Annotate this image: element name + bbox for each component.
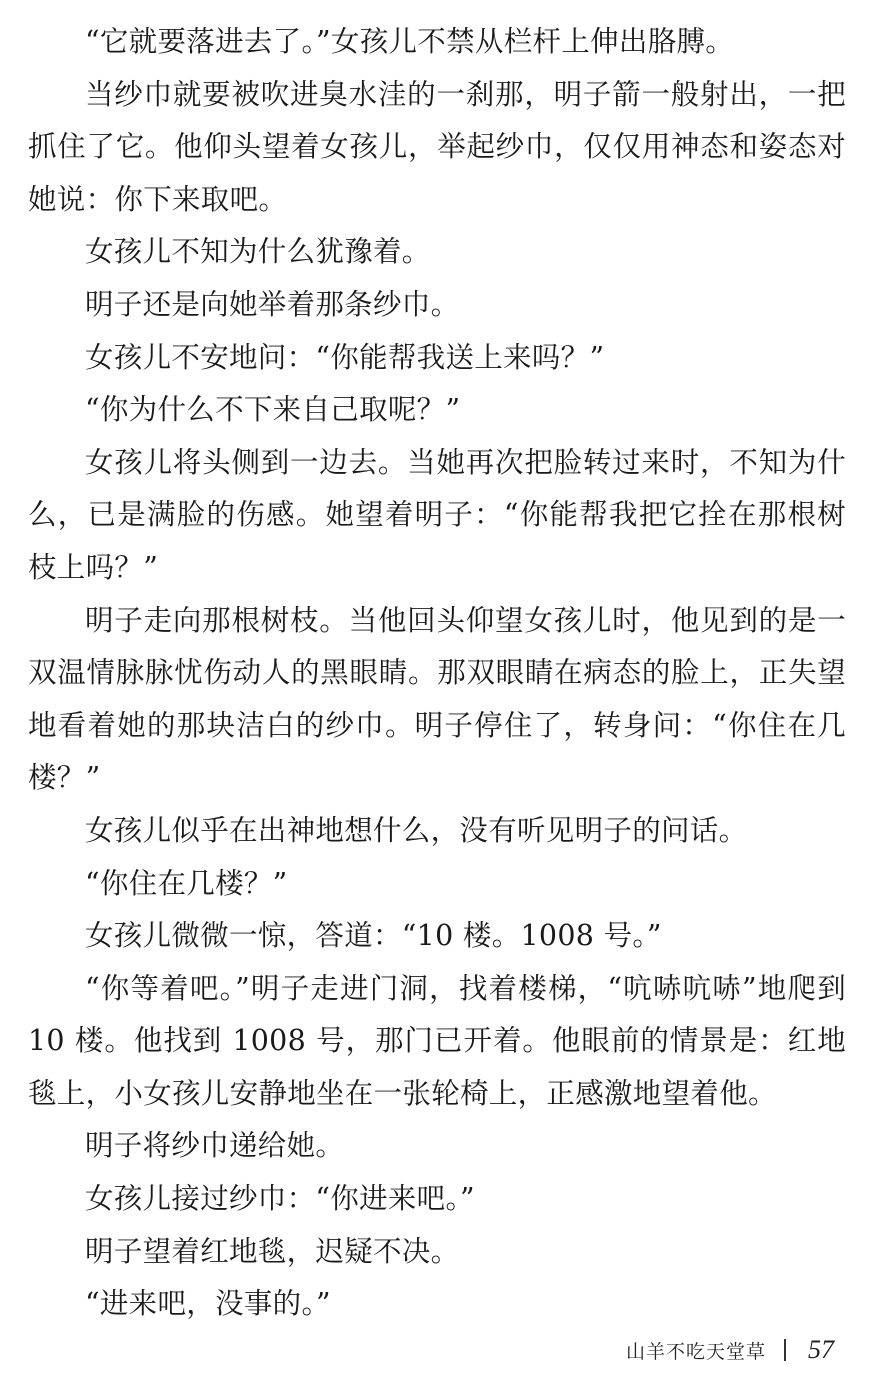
paragraph-2: 当纱巾就要被吹进臭水洼的一刹那，明子箭一般射出，一把抓住了它。他仰头望着女孩儿，举起纱巾，仅仅用神态和姿态对她说：你下来取吧。 — [28, 77, 846, 216]
paragraph-10: “你住在几楼？” — [85, 866, 288, 900]
paragraph-12: “你等着吧。”明子走进门洞，找着楼梯，“吭哧吭哧”地爬到 10 楼。他找到 1008 号，那门已开着。他眼前的情景是：红地毯上，小女孩儿安静地坐在一张轮椅上，正感激地望着他。 — [28, 971, 846, 1110]
paragraph-8: 明子走向那根树枝。当他回头仰望女孩儿时，他见到的是一双温情脉脉忧伤动人的黑眼睛。那双眼睛在病态的脸上，正失望地看着她的那块洁白的纱巾。明子停住了，转身问：“你住在几楼？” — [28, 603, 846, 795]
running-title: 山羊不吃天堂草 — [625, 1340, 766, 1363]
paragraph-11: 女孩儿微微一惊，答道：“10 楼。1008 号。” — [85, 919, 662, 953]
paragraph-1: “它就要落进去了。”女孩儿不禁从栏杆上伸出胳膊。 — [85, 25, 735, 58]
paragraph-4: 明子还是向她举着那条纱巾。 — [85, 287, 460, 321]
paragraph-14: 女孩儿接过纱巾：“你进来吧。” — [85, 1182, 475, 1216]
page-number: 57 — [808, 1335, 834, 1364]
paragraph-13: 明子将纱巾递给她。 — [85, 1129, 345, 1163]
paragraph-3: 女孩儿不知为什么犹豫着。 — [85, 235, 431, 269]
paragraph-9: 女孩儿似乎在出神地想什么，没有听见明子的问话。 — [85, 813, 748, 847]
paragraph-7: 女孩儿将头侧到一边去。当她再次把脸转过来时，不知为什么，已是满脸的伤感。她望着明子：“你能帮我把它拴在那根树枝上吗？” — [28, 445, 846, 584]
paragraph-5: 女孩儿不安地问：“你能帮我送上来吗？” — [85, 340, 605, 374]
paragraph-16: “进来吧，没事的。” — [85, 1287, 331, 1321]
paragraph-15: 明子望着红地毯，迟疑不决。 — [85, 1234, 460, 1268]
page-footer — [626, 1330, 834, 1370]
page-body — [28, 16, 846, 1331]
paragraph-6: “你为什么不下来自己取呢？” — [85, 393, 461, 427]
footer-divider — [784, 1339, 786, 1361]
